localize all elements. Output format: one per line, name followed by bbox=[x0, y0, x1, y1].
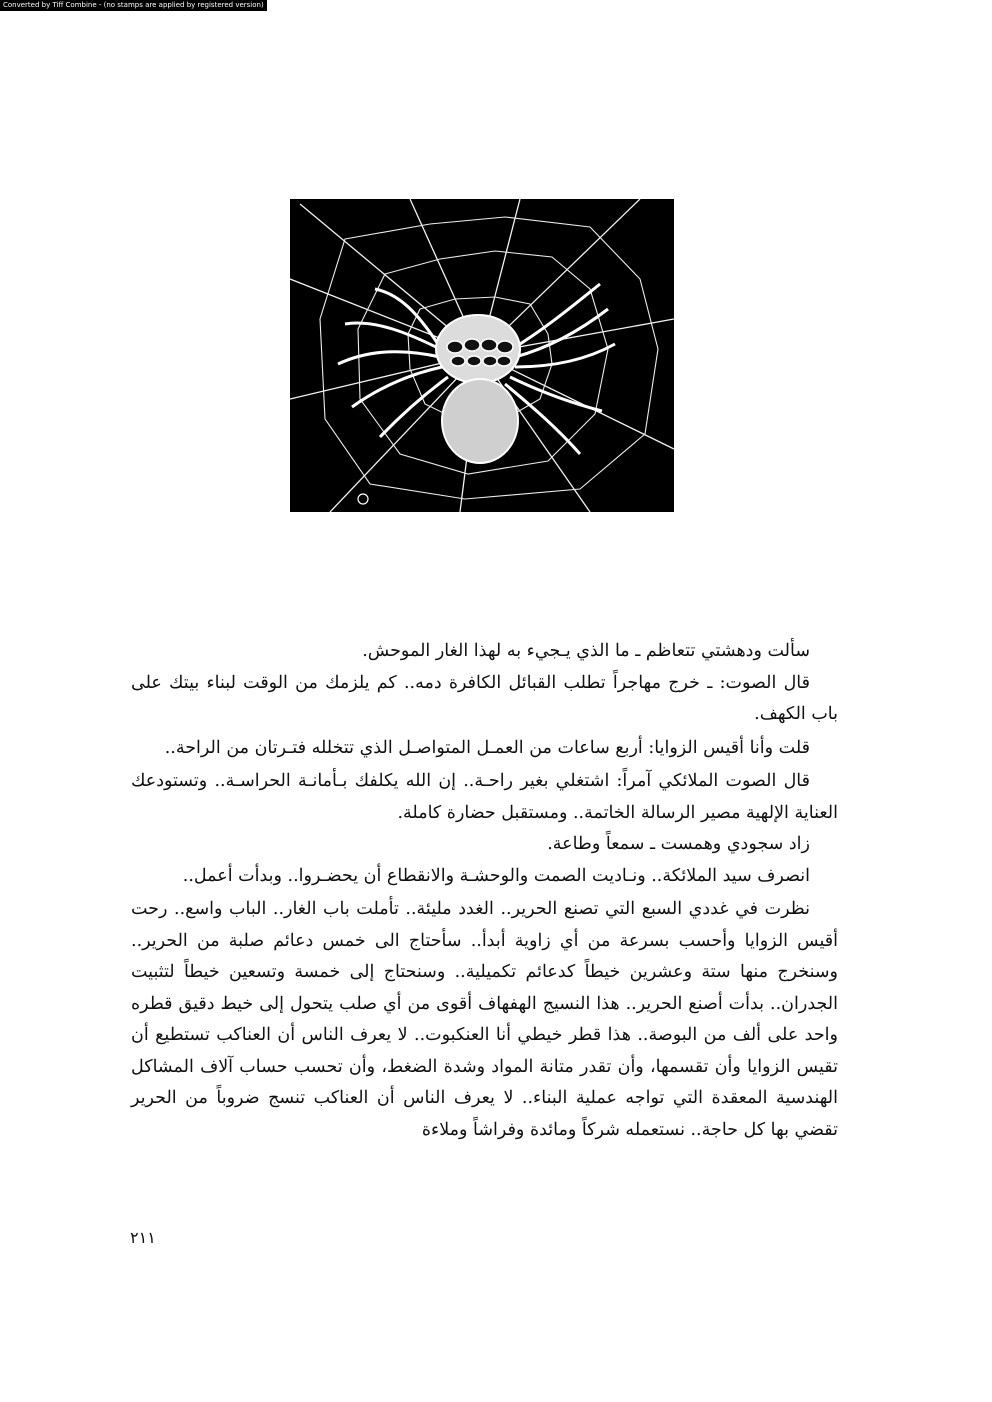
paragraph: قال الصوت الملائكي آمراً: اشتغلي بغير راحـة.. إن الله يكلفك بـأمانـة الحراسـة.. وتستودعك العناية الإلهية مصير الرسالة الخاتمة.. ومستقبل حضارة كاملة. bbox=[131, 771, 838, 823]
paragraph: انصرف سيد الملائكة.. ونـاديت الصمت والوحشـة والانقطاع أن يحضـروا.. وبدأت أعمل.. bbox=[182, 865, 810, 886]
paragraph: نظرت في غددي السبع التي تصنع الحرير.. الغدد مليئة.. تأملت باب الغار.. الباب واسع.. رحت أقيس الزوايا وأحسب بسرعة من أي زاوية أبدأ.. سأحتاج الى خمس دعائم صلبة من الحرير.. وسنخرج منها ستة وعشرين خيطاً كدعائم تكميلية.. وسنحتاج إلى خمسة وتسعين خيطاً لتثبيت الجدران.. بدأت أصنع الحرير.. هذا النسيج الهفهاف أقوى من أي صلب يتحول إلى خيط دقيق قطره واحد على ألف من البوصة.. هذا قطر خيطي أنا العنكبوت.. لا يعرف الناس أن العناكب تستطيع أن تقيس الزوايا وأن تقسمها، وأن تقدر متانة المواد وشدة الضغط، وأن تحسب حساب آلاف المشاكل الهندسية المعقدة التي تواجه عملية البناء.. لا يعرف الناس أن العناكب تنسج ضروباً من الحرير تقضي بها كل حاجة.. نستعمله شركاً ومائدة وفراشاً وملاءة bbox=[131, 899, 838, 1140]
spider-abdomen bbox=[442, 379, 518, 463]
spider-web-illustration bbox=[290, 199, 674, 512]
paragraph: قلت وأنا أقيس الزوايا: أربع ساعات من العمـل المتواصـل الذي تتخلله فتـرتان من الراحة.. bbox=[164, 737, 810, 758]
converter-watermark: Converted by Tiff Combine - (no stamps are applied by registered version) bbox=[0, 0, 267, 11]
paragraph: زاد سجودي وهمست ـ سمعاً وطاعة. bbox=[547, 834, 810, 854]
paragraph: سألت ودهشتي تتعاظم ـ ما الذي يـجيء به لهذا الغار الموحش. bbox=[362, 641, 810, 661]
spider-web-drawing bbox=[290, 199, 674, 512]
body-text bbox=[131, 636, 838, 1146]
page-number: ٢١١ bbox=[130, 1228, 156, 1247]
paragraph: قال الصوت: ـ خرج مهاجراً تطلب القبائل الكافرة دمه.. كم يلزمك من الوقت لبناء بيتك على باب الكهف. bbox=[131, 672, 838, 724]
